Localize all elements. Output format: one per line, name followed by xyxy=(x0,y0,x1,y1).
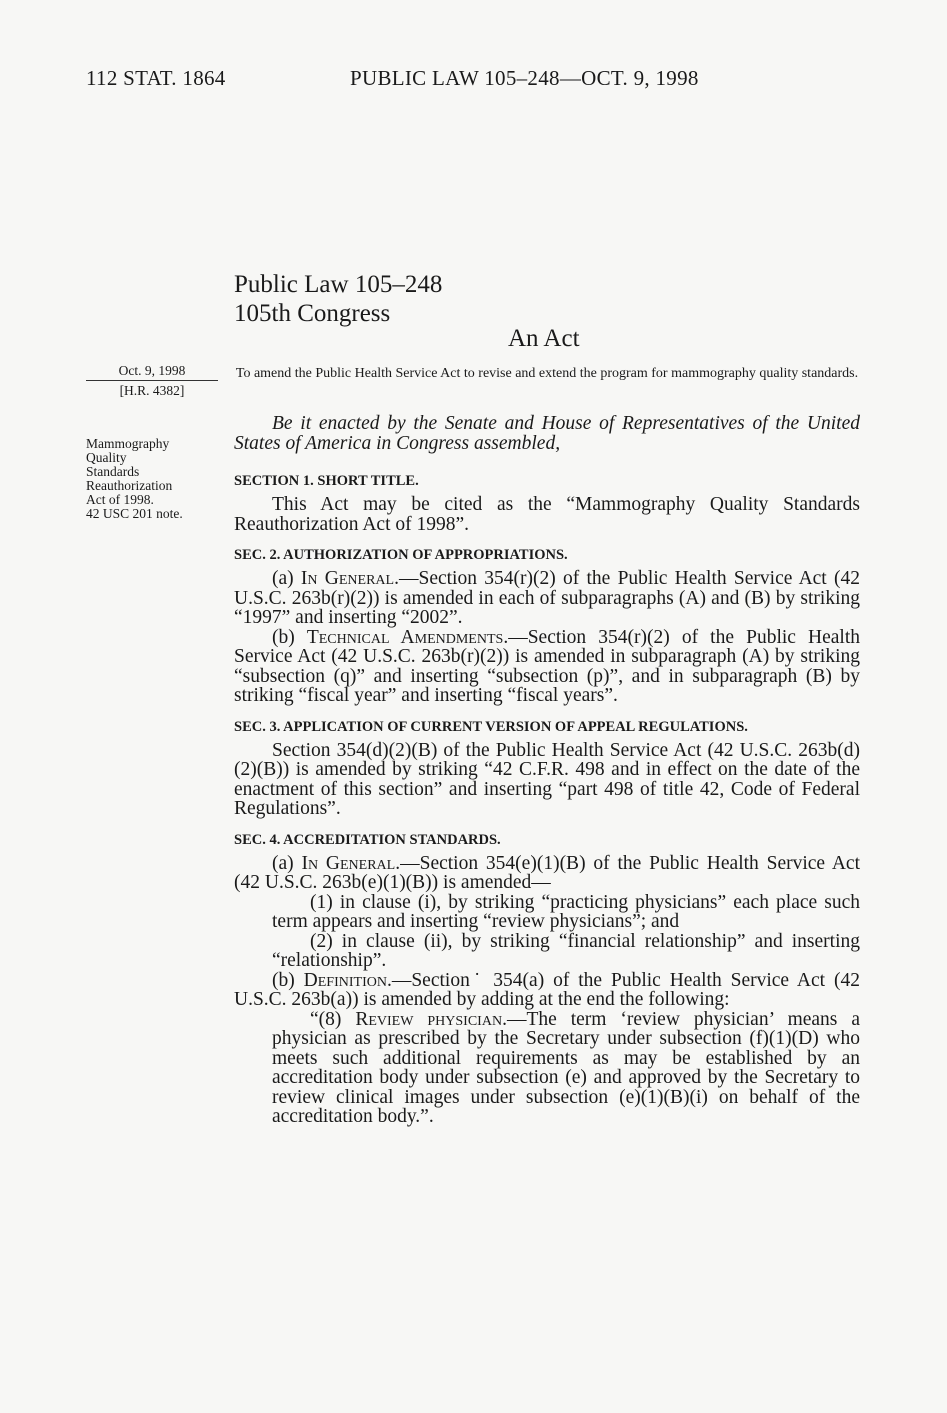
quote-text: .—The term ‘review physician’ means a physician as prescribed by the Secretary under subsection (f)(1)(D) who meets such additional requirements as may be established by an accreditation body under subsection (e) and approved by the Secretary to review clinical images under subsection (e)(1)(B)(i) on behalf of the accreditation body.”. xyxy=(272,1008,860,1127)
margin-note-line: 42 USC 201 note. xyxy=(86,506,183,521)
section-1-heading: SECTION 1. SHORT TITLE. xyxy=(234,473,419,489)
law-date: PUBLIC LAW 105–248—OCT. 9, 1998 xyxy=(350,66,699,90)
margin-date: Oct. 9, 1998 xyxy=(86,364,218,381)
section-4a-title: In General xyxy=(301,852,396,874)
margin-note-line: Act of 1998. xyxy=(86,492,154,507)
section-2b-paragraph xyxy=(234,628,860,706)
act-body xyxy=(234,414,860,1127)
congress-number: 105th Congress xyxy=(234,300,391,327)
margin-bill: [H.R. 4382] xyxy=(119,383,185,398)
section-4a-label: (a) xyxy=(272,852,302,874)
section-4b-paragraph xyxy=(234,971,860,1010)
title-block xyxy=(234,270,442,328)
section-2b-title: Technical Amendments xyxy=(306,626,504,648)
section-4a-text: .—Section 354(e)(1)(B) of the Public Health Service Act (42 U.S.C. 263b(e)(1)(B)) is amended— xyxy=(234,852,860,893)
section-4a-paragraph xyxy=(234,854,860,893)
margin-note-line: Reauthorization xyxy=(86,478,173,493)
section-4b-quoted-definition xyxy=(234,1010,860,1127)
statute-page: 112 STAT. 1864 xyxy=(86,66,226,90)
an-act-heading: An Act xyxy=(508,325,580,352)
section-2b-label: (b) xyxy=(272,626,307,648)
margin-note-line: Quality xyxy=(86,450,127,465)
section-2a-title: In General xyxy=(300,568,395,589)
section-4a-clause-2: (2) in clause (ii), by striking “financial relationship” and inserting “relationship”. xyxy=(272,930,860,971)
section-2-heading: SEC. 2. AUTHORIZATION OF APPROPRIATIONS. xyxy=(234,547,568,563)
section-1-text: This Act may be cited as the “Mammography Quality Standards Reauthorization Act of 1998”. xyxy=(234,494,860,535)
public-law-number: Public Law 105–248 xyxy=(234,271,443,298)
section-4b-text: .—Section˙ 354(a) of the Public Health Service Act (42 U.S.C. 263b(a)) is amended by adding at the end the following: xyxy=(234,969,860,1010)
section-4-heading: SEC. 4. ACCREDITATION STANDARDS. xyxy=(234,831,501,848)
margin-note-line: Standards xyxy=(86,464,140,479)
margin-note xyxy=(86,437,226,521)
section-3-heading: SEC. 3. APPLICATION OF CURRENT VERSION OF APPEAL REGULATIONS. xyxy=(234,718,748,735)
margin-date-box xyxy=(86,364,218,398)
section-2a-paragraph xyxy=(234,569,860,628)
quote-title: Review physician xyxy=(355,1008,503,1030)
section-2a-text: .—Section 354(r)(2) of the Public Health Service Act (42 U.S.C. 263b(r)(2)) is amended in each of subparagraphs (A) and (B) by striking “1997” and inserting “2002”. xyxy=(234,568,860,628)
purpose-statement: To amend the Public Health Service Act to revise and extend the program for mammography quality standards. xyxy=(235,366,859,381)
margin-note-line: Mammography xyxy=(86,436,170,451)
section-4a-clause-1: (1) in clause (i), by striking “practicing physicians” each place such term appears and inserting “review physicians”; and xyxy=(272,891,860,932)
section-4b-title: Definition xyxy=(303,969,387,991)
enacting-clause: Be it enacted by the Senate and House of Representatives of the United States of America in Congress assembled, xyxy=(234,413,860,454)
section-3-text: Section 354(d)(2)(B) of the Public Health Service Act (42 U.S.C. 263b(d)(2)(B)) is amended by striking “42 C.F.R. 498 and in effect on the date of the enactment of this section” and inserting “part 498 of title 42, Code of Federal Regulations”. xyxy=(234,739,860,819)
section-2b-text: .—Section 354(r)(2) of the Public Health Service Act (42 U.S.C. 263b(r)(2)) is amended in subparagraph (A) by striking “subsection (q)” and inserting “subsection (p)”, and in subparagraph (B) by striking “fiscal year” and inserting “fiscal years”. xyxy=(234,626,861,706)
section-4b-label: (b) xyxy=(272,969,304,991)
running-header xyxy=(86,66,699,91)
quote-label: “(8) xyxy=(310,1008,356,1030)
section-2a-label: (a) xyxy=(272,568,301,589)
